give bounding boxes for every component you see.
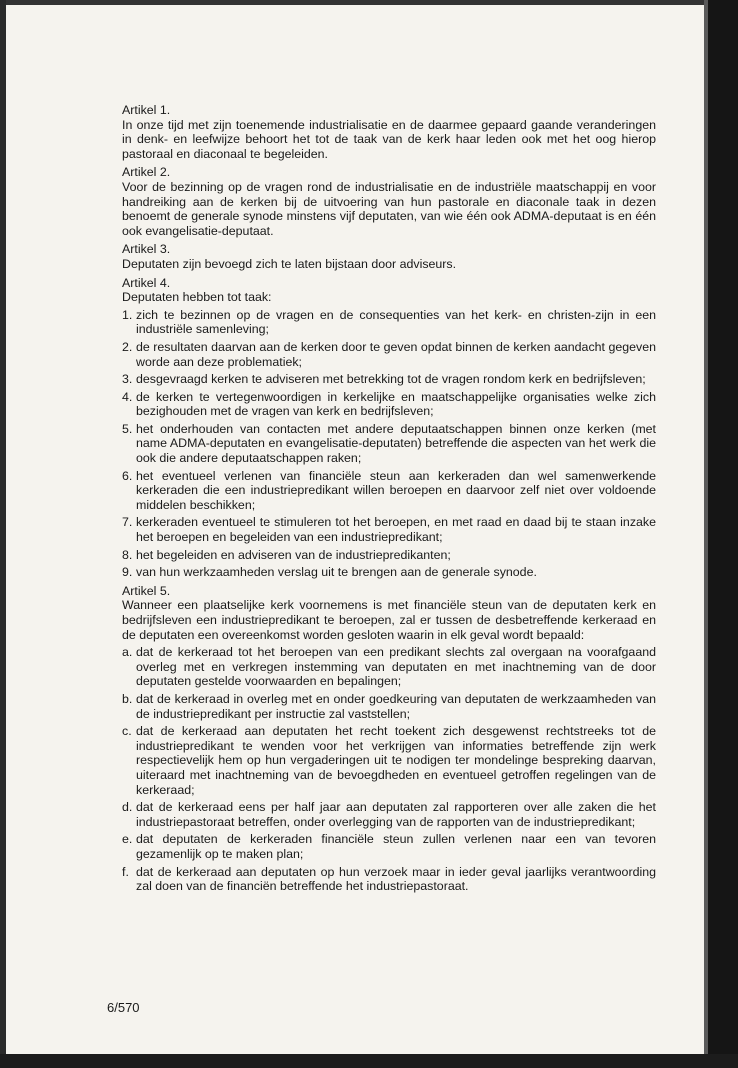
list-item-text: dat de kerkeraad in overleg met en onder goedkeuring van deputaten de werkzaamheden van de industriepredikant per instructie zal vaststellen;	[136, 691, 656, 721]
list-marker: e.	[122, 832, 133, 847]
list-item	[122, 469, 656, 513]
scan-edge-left	[0, 0, 6, 1068]
list-marker: d.	[122, 800, 133, 815]
list-item-text: het onderhouden van contacten met andere deputaatschappen binnen onze kerken (met name ADMA-deputaten en evangelisatie-deputaten) betreffende die aspecten van het werk die ook die andere deputaatschappen raken;	[136, 421, 656, 466]
list-marker: 3.	[122, 372, 133, 387]
list-item	[122, 645, 656, 689]
page-number: 6/570	[107, 1000, 140, 1015]
artikel-2-heading: Artikel 2.	[122, 165, 171, 180]
list-item	[122, 340, 656, 369]
artikel-3-heading: Artikel 3.	[122, 242, 171, 257]
list-item-text: de kerken te vertegenwoordigen in kerkelijke en maatschappelijke organisaties welke zich bezighouden met de vragen van kerk en bedrijfsleven;	[136, 389, 656, 419]
artikel-3-text: Deputaten zijn bevoegd zich te laten bijstaan door adviseurs.	[122, 256, 457, 271]
list-item	[122, 372, 656, 387]
scan-edge-bottom	[0, 1054, 738, 1068]
list-item	[122, 865, 656, 894]
list-item	[122, 548, 656, 563]
artikel-4-heading: Artikel 4.	[122, 275, 171, 290]
list-item-text: desgevraagd kerken te adviseren met betrekking tot de vragen rondom kerk en bedrijfsleven;	[136, 372, 646, 387]
artikel-5-list	[122, 645, 656, 894]
list-item-text: dat de kerkeraad aan deputaten het recht toekent zich desgewenst rechtstreeks tot de industriepredikant te wenden voor het verkrijgen van informaties betreffende zijn werk respectievelijk hem op hun vergaderingen uit te nodigen ter mondelinge bespreking daarvan, uiteraard met inachtneming van de bevoegdheden en eventueel getroffen regelingen van de kerkeraad;	[136, 724, 656, 797]
list-item	[122, 390, 656, 419]
list-item-text: dat de kerkeraad eens per half jaar aan deputaten zal rapporteren over alle zaken die het industriepastoraat betreffen, onder overlegging van de rapporten van de industriepredikant;	[136, 800, 656, 829]
artikel-1-text: In onze tijd met zijn toenemende industrialisatie en de daarmee gepaard gaande veranderingen in denk- en leefwijze behoort het tot de taak van de kerk haar leden ook met het oog hierop pastoraal en diaconaal te begeleiden.	[122, 117, 656, 161]
artikel-5-heading: Artikel 5.	[122, 583, 171, 598]
list-marker: 1.	[122, 307, 133, 322]
list-marker: 6.	[122, 468, 133, 483]
list-item	[122, 515, 656, 544]
list-item	[122, 565, 656, 580]
scan-edge-top	[0, 0, 738, 5]
list-marker: 9.	[122, 565, 133, 580]
list-item-text: van hun werkzaamheden verslag uit te brengen aan de generale synode.	[136, 565, 537, 580]
list-item-text: de resultaten daarvan aan de kerken door te geven opdat binnen de kerken aandacht gegeven worde aan deze problematiek;	[136, 339, 656, 369]
list-marker: 5.	[122, 421, 133, 436]
scan-edge-right	[708, 0, 738, 1068]
list-marker: f.	[122, 864, 129, 879]
artikel-1-heading: Artikel 1.	[122, 103, 171, 117]
list-item	[122, 422, 656, 466]
list-item	[122, 800, 656, 829]
list-item	[122, 724, 656, 797]
list-item-text: het begeleiden en adviseren van de industriepredikanten;	[136, 547, 451, 562]
list-marker: 8.	[122, 547, 133, 562]
list-marker: a.	[122, 645, 133, 660]
list-item-text: dat de kerkeraad aan deputaten op hun verzoek maar in ieder geval jaarlijks verantwoording zal doen van de financiën betreffende het industriepastoraat.	[136, 864, 656, 894]
list-item	[122, 832, 656, 861]
artikel-4-list	[122, 308, 656, 580]
list-marker: 7.	[122, 515, 133, 530]
document-body	[122, 103, 656, 894]
list-marker: 4.	[122, 389, 133, 404]
artikel-4-intro: Deputaten hebben tot taak:	[122, 290, 272, 305]
list-item	[122, 692, 656, 721]
artikel-5-intro: Wanneer een plaatselijke kerk voornemens is met financiële steun van de deputaten kerk en bedrijfsleven een industriepredikant te beroepen, zal er tussen de desbetreffende kerkeraad en de deputaten een overeenkomst worden gesloten waarin in elk geval wordt bepaald:	[122, 598, 656, 642]
list-item	[122, 308, 656, 337]
list-item-text: het eventueel verlenen van financiële steun aan kerkeraden dan wel samenwerkende kerkeraden die een industriepredikant willen beroepen en daarvoor zelf niet over voldoende middelen beschikken;	[136, 468, 656, 512]
list-item-text: kerkeraden eventueel te stimuleren tot het beroepen, en met raad en daad bij te staan inzake het beroepen en begeleiden van een industriepredikant;	[136, 515, 656, 545]
list-item-text: dat de kerkeraad tot het beroepen van een predikant slechts zal overgaan na voorafgaand overleg met en verkregen instemming van deputaten en met inachtneming van de door deputaten gestelde voorwaarden en bepalingen;	[136, 645, 656, 689]
list-marker: b.	[122, 691, 133, 706]
list-marker: 2.	[122, 339, 133, 354]
list-item-text: dat deputaten de kerkeraden financiële steun zullen verlenen naar een van tevoren gezamenlijk op te maken plan;	[136, 832, 656, 861]
list-item-text: zich te bezinnen op de vragen en de consequenties van het kerk- en christen-zijn in een industriële samenleving;	[136, 307, 656, 337]
list-marker: c.	[122, 724, 132, 739]
artikel-2-text: Voor de bezinning op de vragen rond de industrialisatie en de industriële maatschappij en voor handreiking aan de kerken bij de uitvoering van hun pastorale en diaconale taak in dezen benoemt de generale synode minstens vijf deputaten, van wie één ook ADMA-deputaat is en één ook evangelisatie-deputaat.	[122, 179, 656, 238]
